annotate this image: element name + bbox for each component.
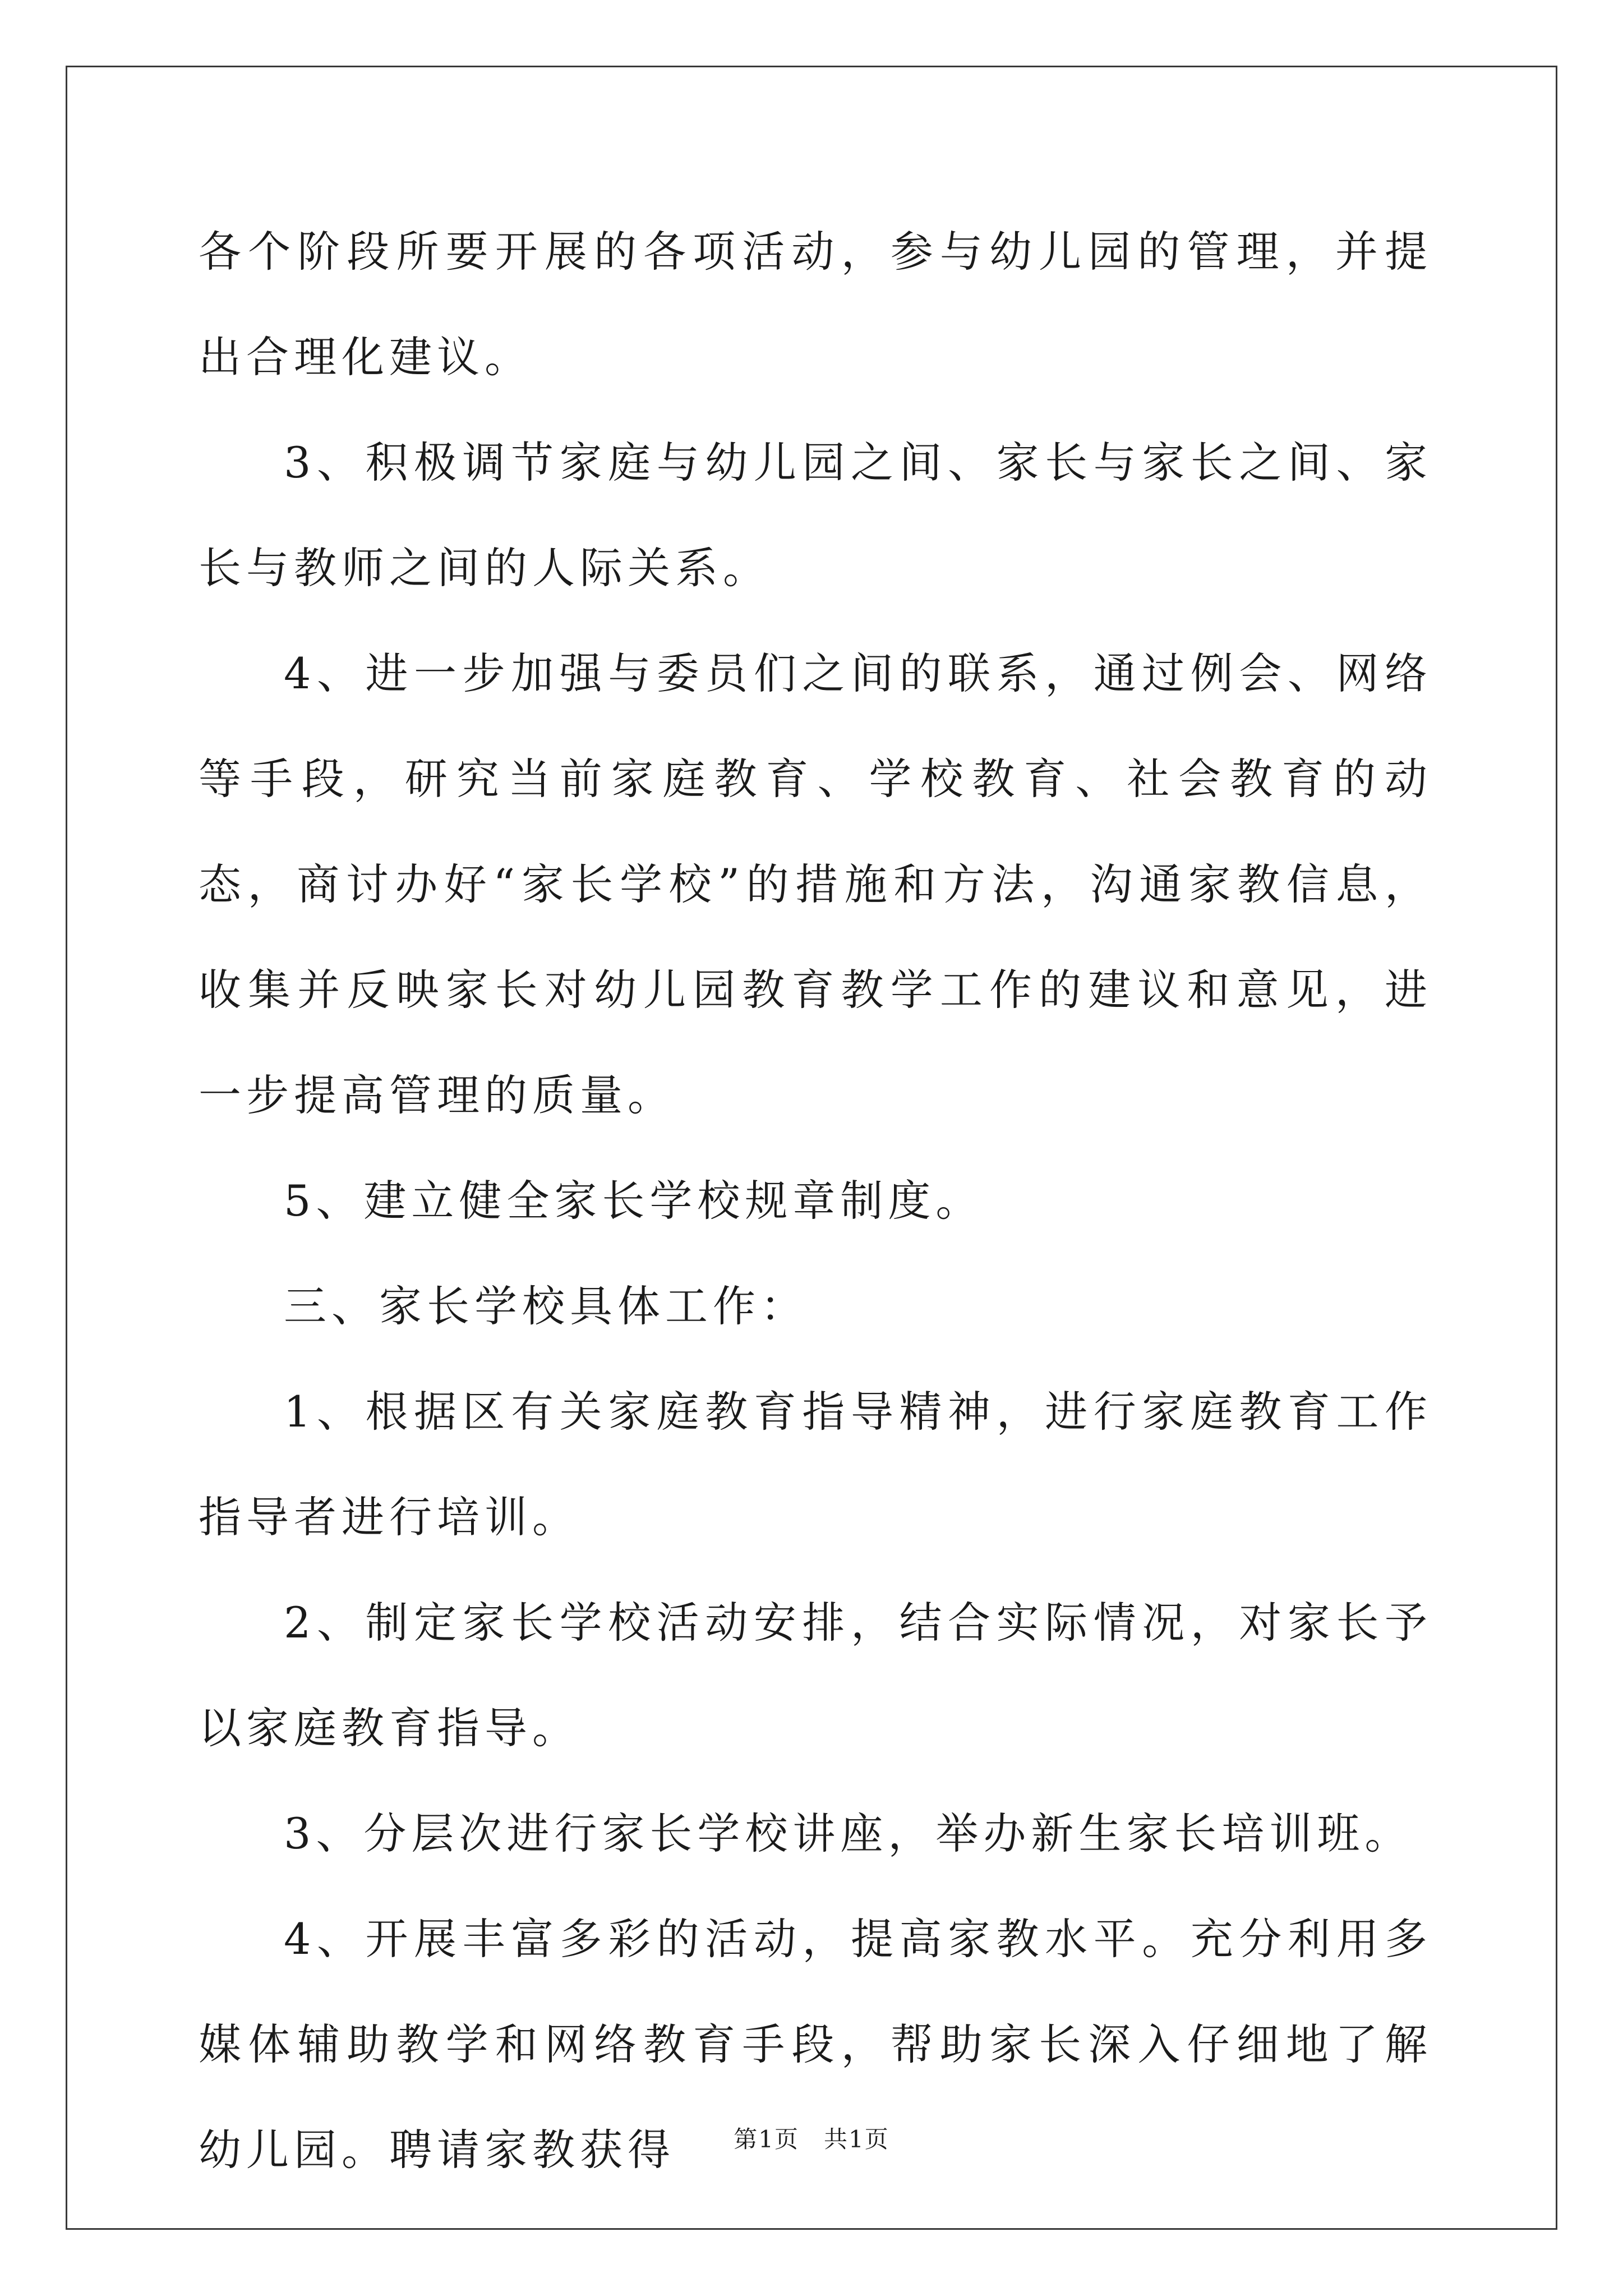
paragraph-3: 4、进一步加强与委员们之间的联系，通过例会、网络等手段，研究当前家庭教育、学校教育、社会教育的动态，商讨办好“家长学校”的措施和方法，沟通家教信息，收集并反映家长对幼儿园教育教学工作的建议和意见，进一步提高管理的质量。 — [199, 648, 1432, 1120]
paragraph-5: 1、根据区有关家庭教育指导精神，进行家庭教育工作指导者进行培训。 — [199, 1387, 1432, 1542]
paragraph-1: 各个阶段所要开展的各项活动，参与幼儿园的管理，并提出合理化建议。 — [199, 227, 1432, 382]
document-body — [199, 199, 1432, 2203]
paragraph-2: 3、积极调节家庭与幼儿园之间、家长与家长之间、家长与教师之间的人际关系。 — [199, 438, 1432, 593]
paragraph-7: 3、分层次进行家长学校讲座，举办新生家长培训班。 — [284, 1809, 1413, 1858]
page-footer: 第1页 共1页 — [734, 2125, 889, 2153]
paragraph-6: 2、制定家长学校活动安排，结合实际情况，对家长予以家庭教育指导。 — [199, 1598, 1432, 1753]
section-heading: 三、家长学校具体工作： — [284, 1281, 808, 1331]
paragraph-4: 5、建立健全家长学校规章制度。 — [284, 1176, 984, 1226]
paragraph-8: 4、开展丰富多彩的活动，提高家教水平。充分利用多媒体辅助教学和网络教育手段，帮助家长深入仔细地了解幼儿园。聘请家教获得 — [199, 1914, 1432, 2175]
